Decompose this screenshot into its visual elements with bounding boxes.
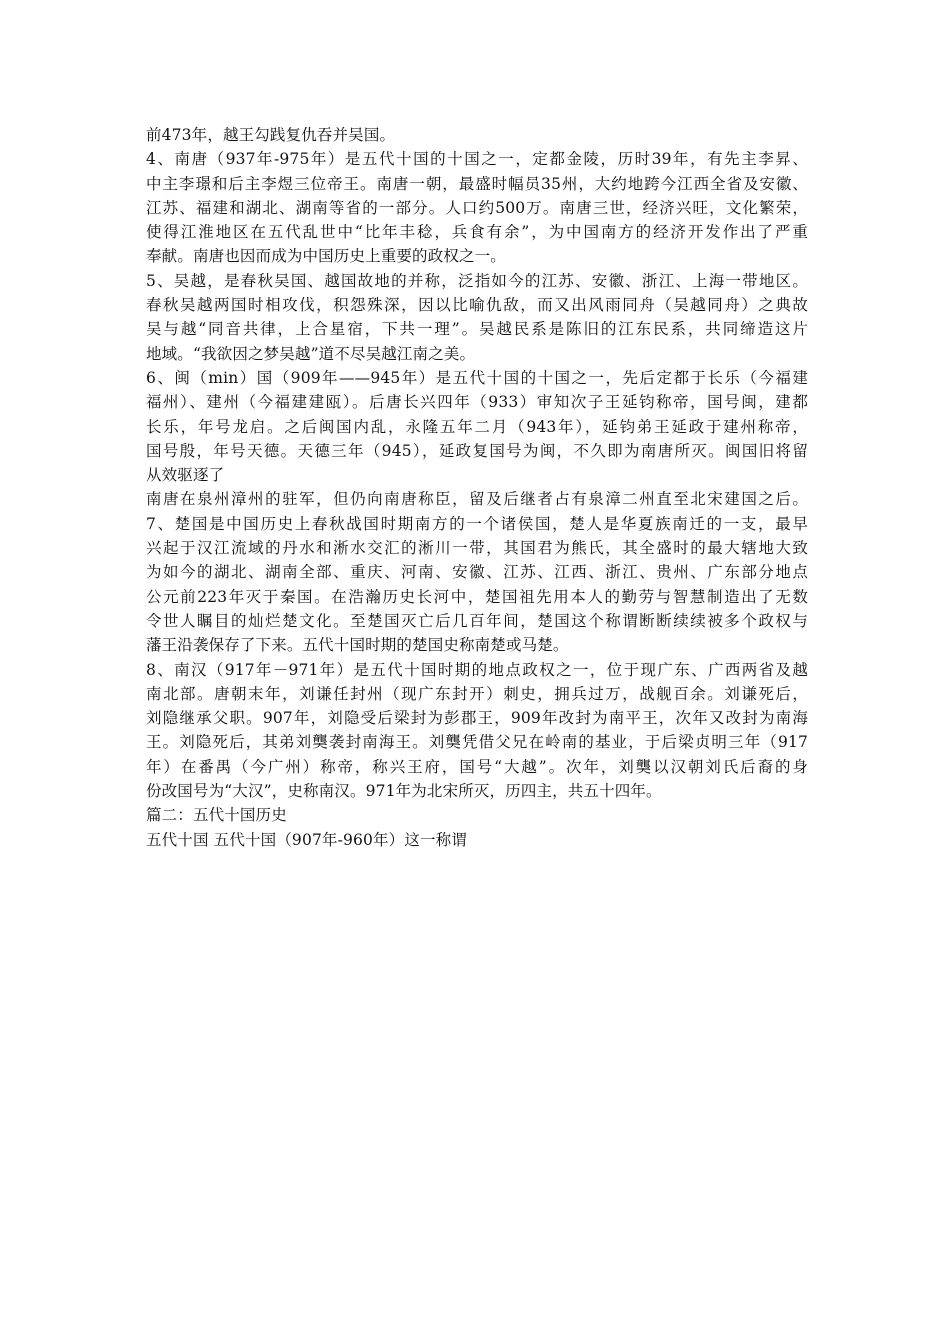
section-heading: 篇二：五代十国历史 <box>146 806 287 825</box>
text-line: 前473年，越王勾践复仇吞并吴国。 <box>146 126 396 144</box>
text-line: 王。刘隐死后，其弟刘龑袭封南海王。刘龑凭借父兄在岭南的基业，于后梁贞明三年（917 <box>146 733 808 752</box>
text-line: 从效驱逐了 <box>146 466 225 485</box>
text-line: 藩王沿袭保存了下来。五代十国时期的楚国史称南楚或马楚。 <box>146 636 569 655</box>
text-line: 奉献。南唐也因而成为中国历史上重要的政权之一。 <box>146 247 506 266</box>
text-line: 为如今的湖北、湖南全部、重庆、河南、安徽、江苏、江西、浙江、贵州、广东部分地点 <box>146 563 808 582</box>
text-line: 兴起于汉江流域的丹水和淅水交汇的淅川一带，其国君为熊氏，其全盛时的最大辖地大致 <box>146 539 808 558</box>
text-line: 年）在番禺（今广州）称帝，称兴王府，国号“大越”。次年，刘龑以汉朝刘氏后裔的身 <box>146 757 808 776</box>
document-body <box>146 123 808 852</box>
text-line: 8、南汉（917年－971年）是五代十国时期的地点政权之一，位于现广东、广西两省及越 <box>146 660 808 679</box>
text-line: 使得江淮地区在五代乱世中“比年丰稔，兵食有余”，为中国南方的经济开发作出了严重 <box>146 223 808 242</box>
text-line: 4、南唐（937年-975年）是五代十国的十国之一，定都金陵，历时39年，有先主李昇、 <box>146 150 808 169</box>
text-line: 五代十国 五代十国（907年-960年）这一称谓 <box>146 830 467 849</box>
text-line: 南北部。唐朝末年，刘谦任封州（现广东封开）刺史，拥兵过万，战舰百余。刘谦死后， <box>146 684 808 703</box>
text-line: 令世人瞩目的灿烂楚文化。至楚国灭亡后几百年间，楚国这个称谓断断续续被多个政权与 <box>146 611 808 630</box>
text-line: 江苏、福建和湖北、湖南等省的一部分。人口约500万。南唐三世，经济兴旺，文化繁荣， <box>146 198 808 217</box>
text-line: 国号殷，年号天德。天德三年（945），延政复国号为闽，不久即为南唐所灭。闽国旧将留 <box>146 441 808 460</box>
text-line: 福州）、建州（今福建建瓯）。后唐长兴四年（933）审知次子王延钧称帝，国号闽，建都 <box>146 393 808 412</box>
text-line: 春秋吴越两国时相攻伐，积怨殊深，因以比喻仇敌，而又出风雨同舟（吴越同舟）之典故 <box>146 296 808 315</box>
text-line: 5、吴越，是春秋吴国、越国故地的并称，泛指如今的江苏、安徽、浙江、上海一带地区。 <box>146 271 808 290</box>
text-line: 吴与越“同音共律，上合星宿，下共一理”。吴越民系是陈旧的江东民系，共同缔造这片 <box>146 320 808 339</box>
text-line: 公元前223年灭于秦国。在浩瀚历史长河中，楚国祖先用本人的勤劳与智慧制造出了无数 <box>146 587 808 606</box>
text-line: 6、闽（min）国（909年——945年）是五代十国的十国之一，先后定都于长乐（今福建 <box>146 368 808 387</box>
text-line: 南唐在泉州漳州的驻军，但仍向南唐称臣，留及后继者占有泉漳二州直至北宋建国之后。 <box>146 490 808 509</box>
text-line: 7、楚国是中国历史上春秋战国时期南方的一个诸侯国，楚人是华夏族南迁的一支，最早 <box>146 514 808 533</box>
text-line: 中主李璟和后主李煜三位帝王。南唐一朝，最盛时幅员35州，大约地跨今江西全省及安徽、 <box>146 174 808 193</box>
text-line: 份改国号为“大汉”，史称南汉。971年为北宋所灭，历四主，共五十四年。 <box>146 782 662 801</box>
text-line: 地域。“我欲因之梦吴越”道不尽吴越江南之美。 <box>146 344 476 363</box>
text-line: 刘隐继承父职。907年，刘隐受后梁封为彭郡王，909年改封为南平王，次年又改封为南海 <box>146 709 808 728</box>
text-line: 长乐，年号龙启。之后闽国内乱，永隆五年二月（943年），延钧弟王延政于建州称帝， <box>146 417 808 436</box>
